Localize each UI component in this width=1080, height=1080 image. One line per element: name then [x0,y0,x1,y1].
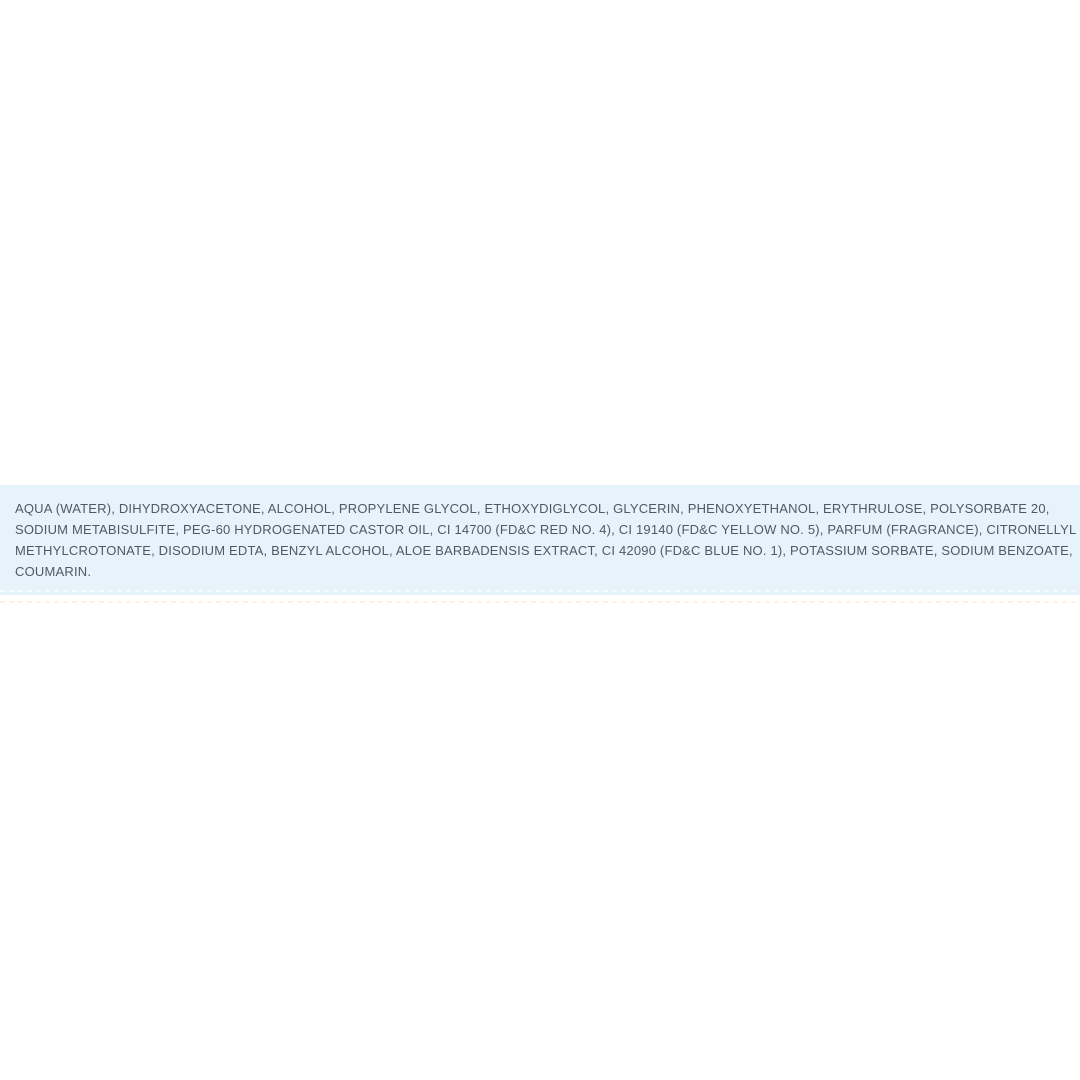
below-band-dashed-artifact [0,601,1080,603]
ingredients-text-line: COUMARIN. [15,564,92,579]
band-bottom-dashed-edge [0,590,1080,592]
ingredients-text-line: AQUA (WATER), DIHYDROXYACETONE, ALCOHOL, PROPYLENE GLYCOL, ETHOXYDIGLYCOL, GLYCERIN, PHENOXYETHANOL, ERYTHRULOSE, POLYSORBATE 20, [15,501,1050,516]
ingredients-text-line: METHYLCROTONATE, DISODIUM EDTA, BENZYL ALCOHOL, ALOE BARBADENSIS EXTRACT, CI 42090 (FD&C BLUE NO. 1), POTASSIUM SORBATE, SODIUM BENZOATE, [15,543,1073,558]
ingredients-text-line: SODIUM METABISULFITE, PEG-60 HYDROGENATED CASTOR OIL, CI 14700 (FD&C RED NO. 4), CI 19140 (FD&C YELLOW NO. 5), PARFUM (FRAGRANCE), CITRONELLYL [15,522,1077,537]
ingredients-panel [0,485,1080,595]
